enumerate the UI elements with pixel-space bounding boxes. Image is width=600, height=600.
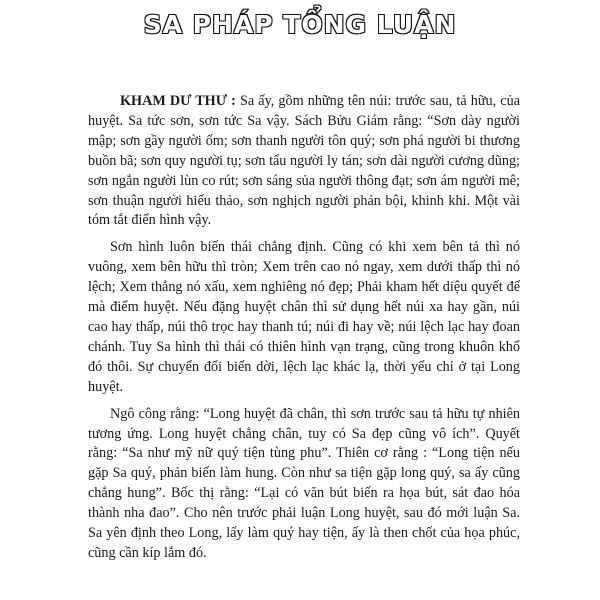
paragraph-text: Ngô công rằng: “Long huyệt đã chân, thì sơn trước sau tả hữu tự nhiên tương ứng. Long huyệt chẳng chân, tuy có Sa đẹp cũng vô ích”. Quyết rằng: “Sa như mỹ nữ quý tiện tùng phu”. Thiên cơ rằng : “Long tiện nếu gặp Sa quý, phản biến làm hung. Còn như sa tiện gặp long quý, sa ấy cũng chẳng hung”. Bốc thị rằng: “Lại có văn bút biến ra họa bút, sát đao hóa thành nha đao”. Cho nên trước phải luận Long huyệt, sau đó mới luận Sa. Sa yên định theo Long, lấy làm quý hay tiện, ấy là then chốt của họa phúc, cũng cần kíp lắm đó. bbox=[88, 405, 520, 561]
chapter-title: SA PHÁP TỔNG LUẬN bbox=[143, 10, 457, 39]
paragraph-2 bbox=[88, 238, 520, 397]
paragraph-lead: KHAM DƯ THƯ : bbox=[120, 93, 236, 109]
body-text bbox=[88, 92, 520, 571]
paragraph-text: Sơn hình luôn biến thái chẳng định. Cũng có khi xem bên tả thì nó vuông, xem bên hữu thì tròn; Xem trên cao nó ngay, xem dưới thấp thì nó lệch; Xem thẳng nó xấu, xem nghiêng nó đẹp; Phải kham hết diệu quyết để mà điểm huyệt. Nếu đặng huyệt chân thì sử dụng hết núi xa hay gần, núi cao hay thấp, núi thô trọc hay thanh tú; núi đi hay về; núi lệch lạc hay đoan chánh. Tuy Sa hình thì thái có thiên hình vạn trạng, cũng trong khuôn khổ đó thôi. Sự chuyển đổi biến dời, lệch lạc khác lạ, thời yếu chỉ ở tại Long huyệt. bbox=[88, 239, 520, 395]
paragraph-text: Sa ấy, gồm những tên núi: trước sau, tả hữu, của huyệt. Sa tức sơn, sơn tức Sa vậy. Sách Bửu Giám rằng: “Sơn dày người mập; sơn gầy người ốm; sơn thanh người tôn quý; sơn phá người bi thương buồn bã; sơn quy người tụ; sơn tẩu người ly tán; sơn dài người cương dũng; sơn ngắn người lùn co rút; sơn sáng sủa người thông đạt; sơn ám người mê; sơn thuận người hiếu thảo, sơn nghịch người phản bội, khinh khi. Một vài tóm tắt điển hình vậy. bbox=[88, 93, 520, 229]
paragraph-3 bbox=[88, 405, 520, 564]
paragraph-1 bbox=[88, 92, 520, 231]
